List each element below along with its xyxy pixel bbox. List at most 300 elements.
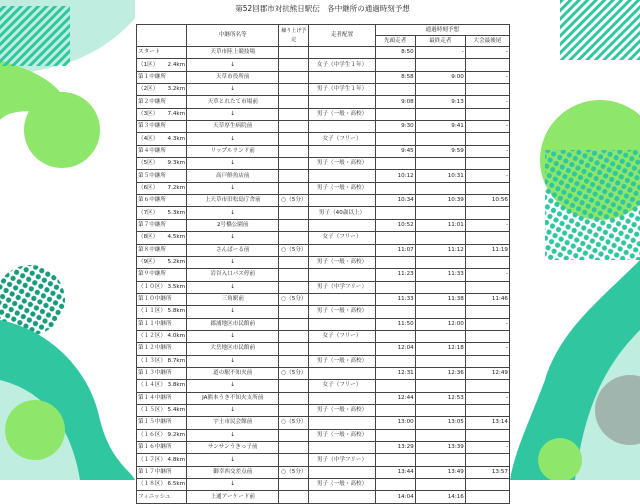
- tournament-last-time: [465, 404, 509, 416]
- location-cell: ↓: [187, 232, 279, 244]
- table-row: [137, 330, 510, 342]
- section-cell: [137, 47, 187, 59]
- move-up-cell: [279, 269, 309, 281]
- tournament-last-time: -: [465, 219, 509, 231]
- section-cell: [137, 84, 187, 96]
- last-runner-time: 11:33: [415, 269, 465, 281]
- section-cell: [137, 442, 187, 454]
- first-runner-time: 12:04: [375, 343, 415, 355]
- last-runner-time: 13:05: [415, 417, 465, 429]
- section-cell: [137, 121, 187, 133]
- distance-label: 4.3km: [167, 135, 186, 142]
- first-runner-time: [375, 256, 415, 268]
- tournament-last-time: 13:14: [465, 417, 509, 429]
- section-cell: [137, 491, 187, 503]
- runner-cell: 女子（中学生１年）: [309, 59, 375, 71]
- section-cell: [137, 96, 187, 108]
- first-runner-time: [375, 59, 415, 71]
- move-up-cell: [279, 491, 309, 503]
- section-label: （１４区）: [138, 382, 166, 389]
- table-row: [137, 232, 510, 244]
- section-label: （１２区）: [138, 333, 166, 340]
- move-up-cell: [279, 343, 309, 355]
- last-runner-time: -: [415, 47, 465, 59]
- move-up-cell: [279, 404, 309, 416]
- first-runner-time: 13:44: [375, 466, 415, 478]
- tournament-last-time: -: [465, 318, 509, 330]
- move-up-cell: [279, 121, 309, 133]
- table-row: [137, 392, 510, 404]
- last-runner-time: [415, 84, 465, 96]
- distance-label: 4.0km: [167, 333, 186, 340]
- location-cell: ↓: [187, 281, 279, 293]
- first-runner-time: 11:07: [375, 244, 415, 256]
- section-label: （5区）: [138, 160, 159, 167]
- first-runner-time: [375, 158, 415, 170]
- first-runner-time: 14:04: [375, 491, 415, 503]
- last-runner-time: [415, 404, 465, 416]
- section-cell: [137, 417, 187, 429]
- location-cell: ↓: [187, 84, 279, 96]
- section-label: （7区）: [138, 209, 159, 216]
- tournament-last-time: -: [465, 96, 509, 108]
- distance-label: 5.8km: [167, 308, 186, 315]
- distance-label: 6.5km: [167, 481, 186, 488]
- distance-label: 8.7km: [167, 357, 186, 364]
- first-runner-time: 10:52: [375, 219, 415, 231]
- location-cell: ↓: [187, 454, 279, 466]
- section-cell: [137, 429, 187, 441]
- table-row: [137, 145, 510, 157]
- distance-label: 9.2km: [167, 431, 186, 438]
- header-runner: 走者配置: [309, 25, 375, 47]
- last-runner-time: 9:41: [415, 121, 465, 133]
- tournament-last-time: 11:19: [465, 244, 509, 256]
- distance-label: 3.2km: [167, 86, 186, 93]
- section-cell: [137, 108, 187, 120]
- table-row: [137, 466, 510, 478]
- last-runner-time: 9:13: [415, 96, 465, 108]
- runner-cell: 男子（一般・高校）: [309, 158, 375, 170]
- section-cell: [137, 380, 187, 392]
- last-runner-time: 14:16: [415, 491, 465, 503]
- distance-label: 4.5km: [167, 234, 186, 241]
- tournament-last-time: -: [465, 71, 509, 83]
- table-row: [137, 318, 510, 330]
- table-row: [137, 219, 510, 231]
- last-runner-time: [415, 429, 465, 441]
- section-cell: [137, 318, 187, 330]
- runner-cell: 男子（一般・高校）: [309, 355, 375, 367]
- runner-cell: 男子（中学フリー）: [309, 454, 375, 466]
- tournament-last-time: [465, 479, 509, 491]
- section-cell: [137, 367, 187, 379]
- last-runner-time: [415, 306, 465, 318]
- section-label: （6区）: [138, 184, 159, 191]
- section-label: 第１７中継所: [138, 468, 172, 475]
- last-runner-time: [415, 380, 465, 392]
- runner-cell: [309, 466, 375, 478]
- location-cell: 宇土市民会館前: [187, 417, 279, 429]
- last-runner-time: [415, 256, 465, 268]
- first-runner-time: [375, 232, 415, 244]
- first-runner-time: 13:29: [375, 442, 415, 454]
- tournament-last-time: 13:57: [465, 466, 509, 478]
- location-cell: 道の駅不知火前: [187, 367, 279, 379]
- tournament-last-time: -: [465, 269, 509, 281]
- first-runner-time: [375, 108, 415, 120]
- section-cell: [137, 269, 187, 281]
- distance-label: 5.3km: [167, 209, 186, 216]
- move-up-cell: [279, 170, 309, 182]
- tournament-last-time: 11:46: [465, 293, 509, 305]
- runner-cell: [309, 219, 375, 231]
- green-circle-bottom-right: [538, 438, 582, 480]
- section-label: （１６区）: [138, 431, 166, 438]
- location-cell: 御幸西交差点前: [187, 466, 279, 478]
- section-label: （１３区）: [138, 357, 166, 364]
- move-up-cell: [279, 71, 309, 83]
- section-label: （１１区）: [138, 308, 166, 315]
- move-up-cell: [279, 108, 309, 120]
- last-runner-time: [415, 182, 465, 194]
- first-runner-time: 11:23: [375, 269, 415, 281]
- table-row: [137, 404, 510, 416]
- header-move-up: 繰り上げ予定: [279, 25, 309, 47]
- last-runner-time: 11:38: [415, 293, 465, 305]
- distance-label: 3.5km: [167, 283, 186, 290]
- runner-cell: [309, 96, 375, 108]
- runner-cell: 男子（一般・高校）: [309, 256, 375, 268]
- runner-cell: [309, 170, 375, 182]
- table-row: [137, 355, 510, 367]
- first-runner-time: 12:31: [375, 367, 415, 379]
- last-runner-time: [415, 133, 465, 145]
- runner-cell: [309, 121, 375, 133]
- section-label: 第４中継所: [138, 147, 166, 154]
- runner-cell: [309, 269, 375, 281]
- first-runner-time: [375, 404, 415, 416]
- section-label: 第１３中継所: [138, 370, 172, 377]
- table-row: [137, 367, 510, 379]
- runner-cell: 男子（一般・高校）: [309, 429, 375, 441]
- tournament-last-time: -: [465, 442, 509, 454]
- section-label: 第８中継所: [138, 246, 166, 253]
- runner-cell: [309, 392, 375, 404]
- tournament-last-time: [465, 355, 509, 367]
- page-title: 第52回郡市対抗熊日駅伝 各中継所の通過時刻予想: [235, 4, 410, 13]
- table-row: [137, 380, 510, 392]
- first-runner-time: [375, 380, 415, 392]
- runner-cell: 女子（フリー）: [309, 133, 375, 145]
- location-cell: 天草厚生病院前: [187, 121, 279, 133]
- runner-cell: [309, 343, 375, 355]
- section-label: （9区）: [138, 259, 159, 266]
- location-cell: 天草とれたて市場前: [187, 96, 279, 108]
- location-cell: 天草市役所前: [187, 71, 279, 83]
- location-cell: ↓: [187, 59, 279, 71]
- first-runner-time: [375, 182, 415, 194]
- tournament-last-time: [465, 207, 509, 219]
- runner-cell: [309, 442, 375, 454]
- section-cell: [137, 207, 187, 219]
- first-runner-time: 8:50: [375, 47, 415, 59]
- section-cell: [137, 479, 187, 491]
- move-up-cell: [279, 392, 309, 404]
- distance-label: 3.8km: [167, 382, 186, 389]
- first-runner-time: [375, 330, 415, 342]
- location-cell: ↓: [187, 429, 279, 441]
- table-row: [137, 47, 510, 59]
- move-up-cell: [279, 133, 309, 145]
- tournament-last-time: [465, 232, 509, 244]
- last-runner-time: [415, 330, 465, 342]
- section-label: （１７区）: [138, 456, 166, 463]
- runner-cell: [309, 318, 375, 330]
- last-runner-time: [415, 207, 465, 219]
- last-runner-time: 12:18: [415, 343, 465, 355]
- section-cell: [137, 145, 187, 157]
- stripe-block-left: [0, 6, 70, 66]
- move-up-cell: [279, 84, 309, 96]
- first-runner-time: 11:50: [375, 318, 415, 330]
- tournament-last-time: [465, 380, 509, 392]
- table-row: [137, 195, 510, 207]
- tournament-last-time: -: [465, 170, 509, 182]
- move-up-cell: ○（5分）: [279, 417, 309, 429]
- table-row: [137, 170, 510, 182]
- section-cell: [137, 158, 187, 170]
- distance-label: 7.4km: [167, 110, 186, 117]
- distance-label: 2.4km: [167, 61, 186, 68]
- tournament-last-time: [465, 59, 509, 71]
- location-cell: ↓: [187, 256, 279, 268]
- tournament-last-time: 12:49: [465, 367, 509, 379]
- move-up-cell: [279, 59, 309, 71]
- tournament-last-time: [465, 330, 509, 342]
- table-row: [137, 417, 510, 429]
- section-label: スタート: [138, 49, 161, 56]
- runner-cell: [309, 195, 375, 207]
- tournament-last-time: [465, 491, 509, 503]
- last-runner-time: 11:01: [415, 219, 465, 231]
- runner-cell: 女子（フリー）: [309, 232, 375, 244]
- runner-cell: 男子（中学フリー）: [309, 281, 375, 293]
- section-label: （１０区）: [138, 283, 166, 290]
- header-first: 先頭走者: [375, 36, 415, 47]
- last-runner-time: 13:49: [415, 466, 465, 478]
- section-label: 第５中継所: [138, 172, 166, 179]
- section-cell: [137, 466, 187, 478]
- section-cell: [137, 281, 187, 293]
- section-label: 第１２中継所: [138, 345, 172, 352]
- move-up-cell: ○（5分）: [279, 293, 309, 305]
- first-runner-time: [375, 454, 415, 466]
- location-cell: ↓: [187, 479, 279, 491]
- move-up-cell: [279, 158, 309, 170]
- first-runner-time: [375, 479, 415, 491]
- header-last: 最終走者: [415, 36, 465, 47]
- runner-cell: 男子（一般・高校）: [309, 306, 375, 318]
- distance-label: 9.3km: [167, 160, 186, 167]
- section-label: （8区）: [138, 234, 159, 241]
- first-runner-time: 8:58: [375, 71, 415, 83]
- first-runner-time: 10:34: [375, 195, 415, 207]
- section-label: 第３中継所: [138, 123, 166, 130]
- first-runner-time: 10:12: [375, 170, 415, 182]
- table-row: [137, 96, 510, 108]
- header-tournament-last: 大会最後尾: [465, 36, 509, 47]
- move-up-cell: [279, 219, 309, 231]
- location-cell: 2号橋公園前: [187, 219, 279, 231]
- runner-cell: [309, 71, 375, 83]
- table-row: [137, 306, 510, 318]
- last-runner-time: [415, 281, 465, 293]
- move-up-cell: [279, 182, 309, 194]
- last-runner-time: 11:12: [415, 244, 465, 256]
- section-cell: [137, 306, 187, 318]
- table-row: [137, 182, 510, 194]
- first-runner-time: 13:00: [375, 417, 415, 429]
- section-cell: [137, 59, 187, 71]
- move-up-cell: ○（5分）: [279, 367, 309, 379]
- green-circle-bottom-left: [5, 400, 65, 460]
- tournament-last-time: [465, 182, 509, 194]
- last-runner-time: [415, 59, 465, 71]
- first-runner-time: [375, 306, 415, 318]
- location-cell: ↓: [187, 306, 279, 318]
- table-row: [137, 479, 510, 491]
- table-row: [137, 256, 510, 268]
- last-runner-time: 9:59: [415, 145, 465, 157]
- section-label: 第９中継所: [138, 271, 166, 278]
- last-runner-time: [415, 158, 465, 170]
- section-cell: [137, 232, 187, 244]
- section-cell: [137, 71, 187, 83]
- tournament-last-time: -: [465, 47, 509, 59]
- section-label: 第１４中継所: [138, 394, 172, 401]
- move-up-cell: [279, 232, 309, 244]
- section-label: 第１０中継所: [138, 296, 172, 303]
- location-cell: ↓: [187, 158, 279, 170]
- runner-cell: 男子（一般・高校）: [309, 182, 375, 194]
- table-row: [137, 84, 510, 96]
- section-cell: [137, 133, 187, 145]
- move-up-cell: [279, 318, 309, 330]
- table-row: [137, 429, 510, 441]
- table-row: [137, 269, 510, 281]
- location-cell: ↓: [187, 330, 279, 342]
- section-label: フィニッシュ: [138, 493, 171, 500]
- first-runner-time: 11:33: [375, 293, 415, 305]
- location-cell: ↓: [187, 404, 279, 416]
- location-cell: 郡浦地区市民館前: [187, 318, 279, 330]
- tournament-last-time: [465, 84, 509, 96]
- distance-label: 5.2km: [167, 259, 186, 266]
- tournament-last-time: -: [465, 343, 509, 355]
- table-row: [137, 281, 510, 293]
- move-up-cell: [279, 145, 309, 157]
- runner-cell: [309, 293, 375, 305]
- header-forecast: 通過時刻予想: [375, 25, 509, 36]
- location-cell: さんぱーる前: [187, 244, 279, 256]
- relay-timetable: [136, 24, 510, 504]
- location-cell: 上天草市旧松島庁舎前: [187, 195, 279, 207]
- distance-label: 7.2km: [167, 184, 186, 191]
- stripe-block-right: [560, 0, 640, 60]
- tournament-last-time: 10:56: [465, 195, 509, 207]
- move-up-cell: [279, 281, 309, 293]
- table-row: [137, 244, 510, 256]
- tournament-last-time: [465, 108, 509, 120]
- section-label: （2区）: [138, 86, 159, 93]
- dots-right: [545, 150, 640, 260]
- location-cell: リップルランド前: [187, 145, 279, 157]
- last-runner-time: [415, 232, 465, 244]
- last-runner-time: [415, 108, 465, 120]
- location-cell: 天草市陸上競技場: [187, 47, 279, 59]
- section-label: 第１１中継所: [138, 320, 172, 327]
- move-up-cell: [279, 207, 309, 219]
- location-cell: 岩谷入口バス停前: [187, 269, 279, 281]
- table-row: [137, 158, 510, 170]
- location-cell: 大岳地区市民館前: [187, 343, 279, 355]
- runner-cell: [309, 145, 375, 157]
- table-row: [137, 293, 510, 305]
- section-label: 第１中継所: [138, 73, 166, 80]
- runner-cell: [309, 417, 375, 429]
- green-circle-left: [24, 92, 100, 168]
- first-runner-time: 12:44: [375, 392, 415, 404]
- relay-schedule-document: [135, 0, 510, 500]
- move-up-cell: ○（5分）: [279, 244, 309, 256]
- section-cell: [137, 244, 187, 256]
- section-cell: [137, 454, 187, 466]
- runner-cell: 男子（一般・高校）: [309, 404, 375, 416]
- section-label: （１５区）: [138, 407, 166, 414]
- table-row: [137, 343, 510, 355]
- last-runner-time: [415, 454, 465, 466]
- tournament-last-time: [465, 281, 509, 293]
- section-cell: [137, 293, 187, 305]
- location-cell: ↓: [187, 133, 279, 145]
- first-runner-time: [375, 281, 415, 293]
- section-cell: [137, 182, 187, 194]
- location-cell: ↓: [187, 380, 279, 392]
- location-cell: 上通アーケード前: [187, 491, 279, 503]
- move-up-cell: [279, 454, 309, 466]
- location-cell: JA熊本うき不知火支所前: [187, 392, 279, 404]
- section-cell: [137, 195, 187, 207]
- first-runner-time: [375, 133, 415, 145]
- first-runner-time: 9:45: [375, 145, 415, 157]
- section-cell: [137, 219, 187, 231]
- section-cell: [137, 343, 187, 355]
- section-label: 第１６中継所: [138, 444, 172, 451]
- runner-cell: [309, 367, 375, 379]
- section-cell: [137, 392, 187, 404]
- move-up-cell: [279, 256, 309, 268]
- last-runner-time: 12:36: [415, 367, 465, 379]
- section-cell: [137, 256, 187, 268]
- section-label: （１８区）: [138, 481, 166, 488]
- tournament-last-time: [465, 306, 509, 318]
- runner-cell: [309, 47, 375, 59]
- runner-cell: 女子（フリー）: [309, 330, 375, 342]
- table-row: [137, 121, 510, 133]
- location-cell: ↓: [187, 108, 279, 120]
- table-row: [137, 454, 510, 466]
